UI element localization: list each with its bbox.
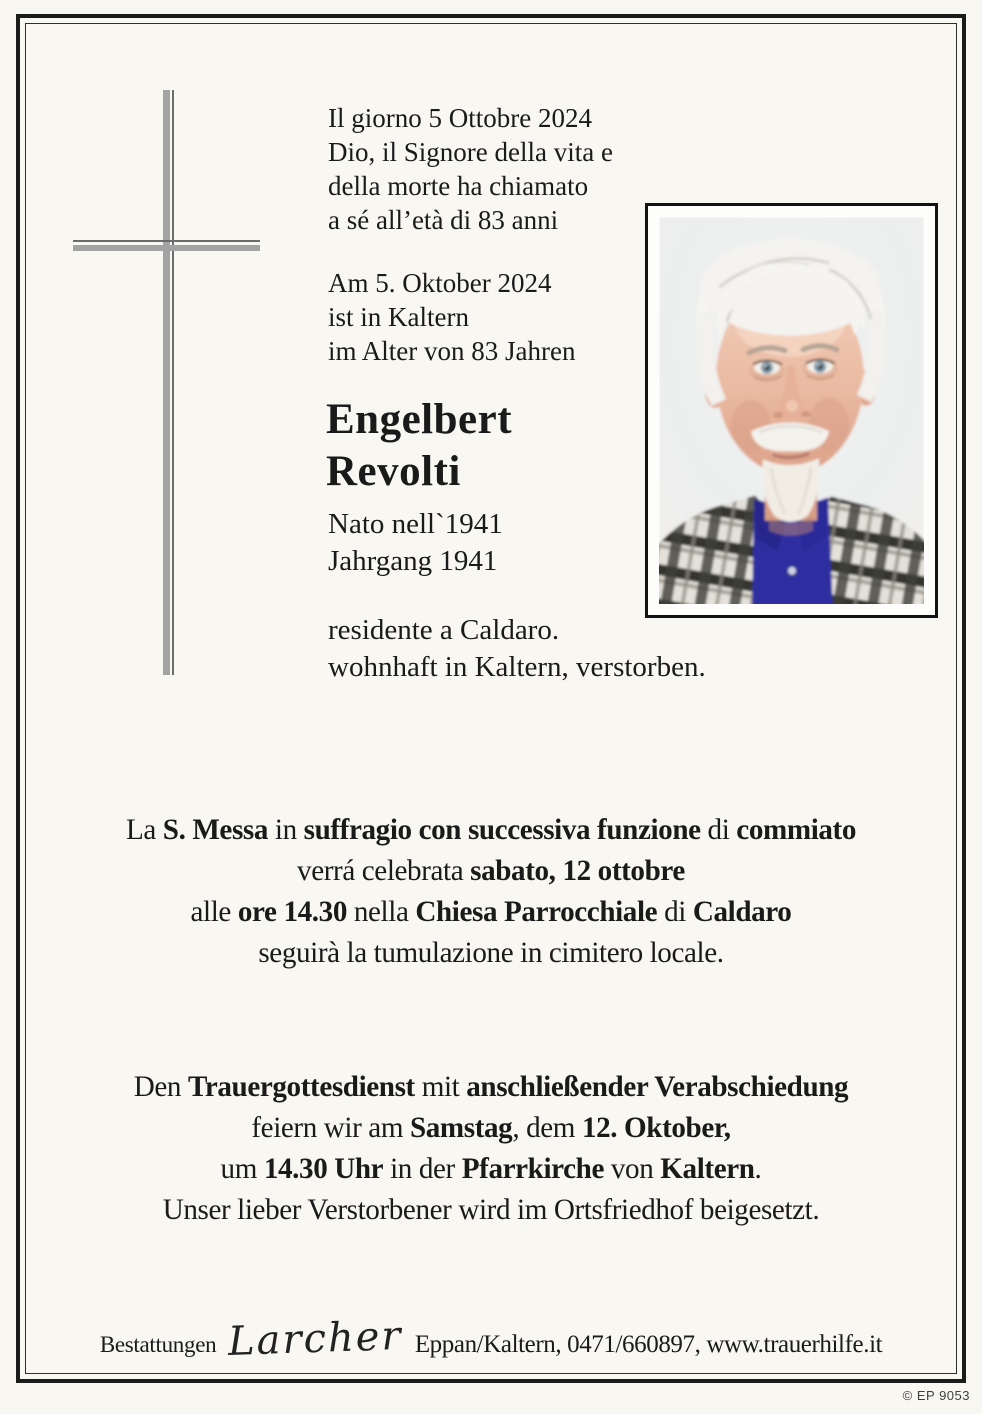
intro-line: Am 5. Oktober 2024 xyxy=(328,268,552,298)
announcement-line: seguirà la tumulazione in cimitero locale. xyxy=(258,936,724,969)
portrait-photo xyxy=(645,203,938,618)
intro-german xyxy=(328,266,575,368)
intro-italian xyxy=(328,101,613,237)
birth-line: Nato nell`1941 xyxy=(328,508,503,540)
announcement-line: La S. Messa in suffragio con successiva funzione di commiato xyxy=(125,813,857,846)
announcement-line: verrá celebrata sabato, 12 ottobre xyxy=(297,854,685,887)
announcement-line: alle ore 14.30 nella Chiesa Parrocchiale di Caldaro xyxy=(190,895,792,928)
residence-info xyxy=(328,612,706,686)
intro-line: a sé all’età di 83 anni xyxy=(328,205,559,235)
funeral-home-contact: Eppan/Kaltern, 0471/660897, www.trauerhilfe.it xyxy=(414,1331,883,1358)
intro-line: ist in Kaltern xyxy=(328,302,469,332)
announcement-line: feiern wir am Samstag, dem 12. Oktober, xyxy=(251,1111,731,1144)
cross-vertical-line xyxy=(172,90,174,675)
announcement-italian xyxy=(30,809,952,973)
portrait-illustration xyxy=(659,217,924,604)
announcement-line: Unser lieber Verstorbener wird im Ortsfriedhof beigesetzt. xyxy=(162,1193,820,1226)
announcement-line: um 14.30 Uhr in der Pfarrkirche von Kaltern. xyxy=(220,1152,762,1185)
funeral-home-footer xyxy=(0,1312,982,1366)
intro-line: im Alter von 83 Jahren xyxy=(328,336,576,366)
residence-line: wohnhaft in Kaltern, verstorben. xyxy=(328,651,706,683)
deceased-last-name: Revolti xyxy=(326,448,461,495)
residence-line: residente a Caldaro. xyxy=(328,614,560,646)
funeral-home-name: Larcher xyxy=(227,1312,404,1366)
cross-horizontal-bar xyxy=(73,245,260,251)
deceased-first-name: Engelbert xyxy=(326,396,513,443)
birth-line: Jahrgang 1941 xyxy=(328,545,498,577)
deceased-name xyxy=(326,394,512,498)
intro-line: Dio, il Signore della vita e xyxy=(328,137,613,167)
cross-vertical-bar xyxy=(163,90,170,675)
intro-line: della morte ha chiamato xyxy=(328,171,589,201)
cross-horizontal-line xyxy=(73,240,260,242)
birth-info xyxy=(328,506,503,580)
intro-line: Il giorno 5 Ottobre 2024 xyxy=(328,103,592,133)
print-code: © EP 9053 xyxy=(902,1388,970,1403)
funeral-home-type: Bestattungen xyxy=(99,1332,217,1357)
announcement-line: Den Trauergottesdienst mit anschließender Verabschiedung xyxy=(133,1070,849,1103)
announcement-german xyxy=(30,1066,952,1230)
